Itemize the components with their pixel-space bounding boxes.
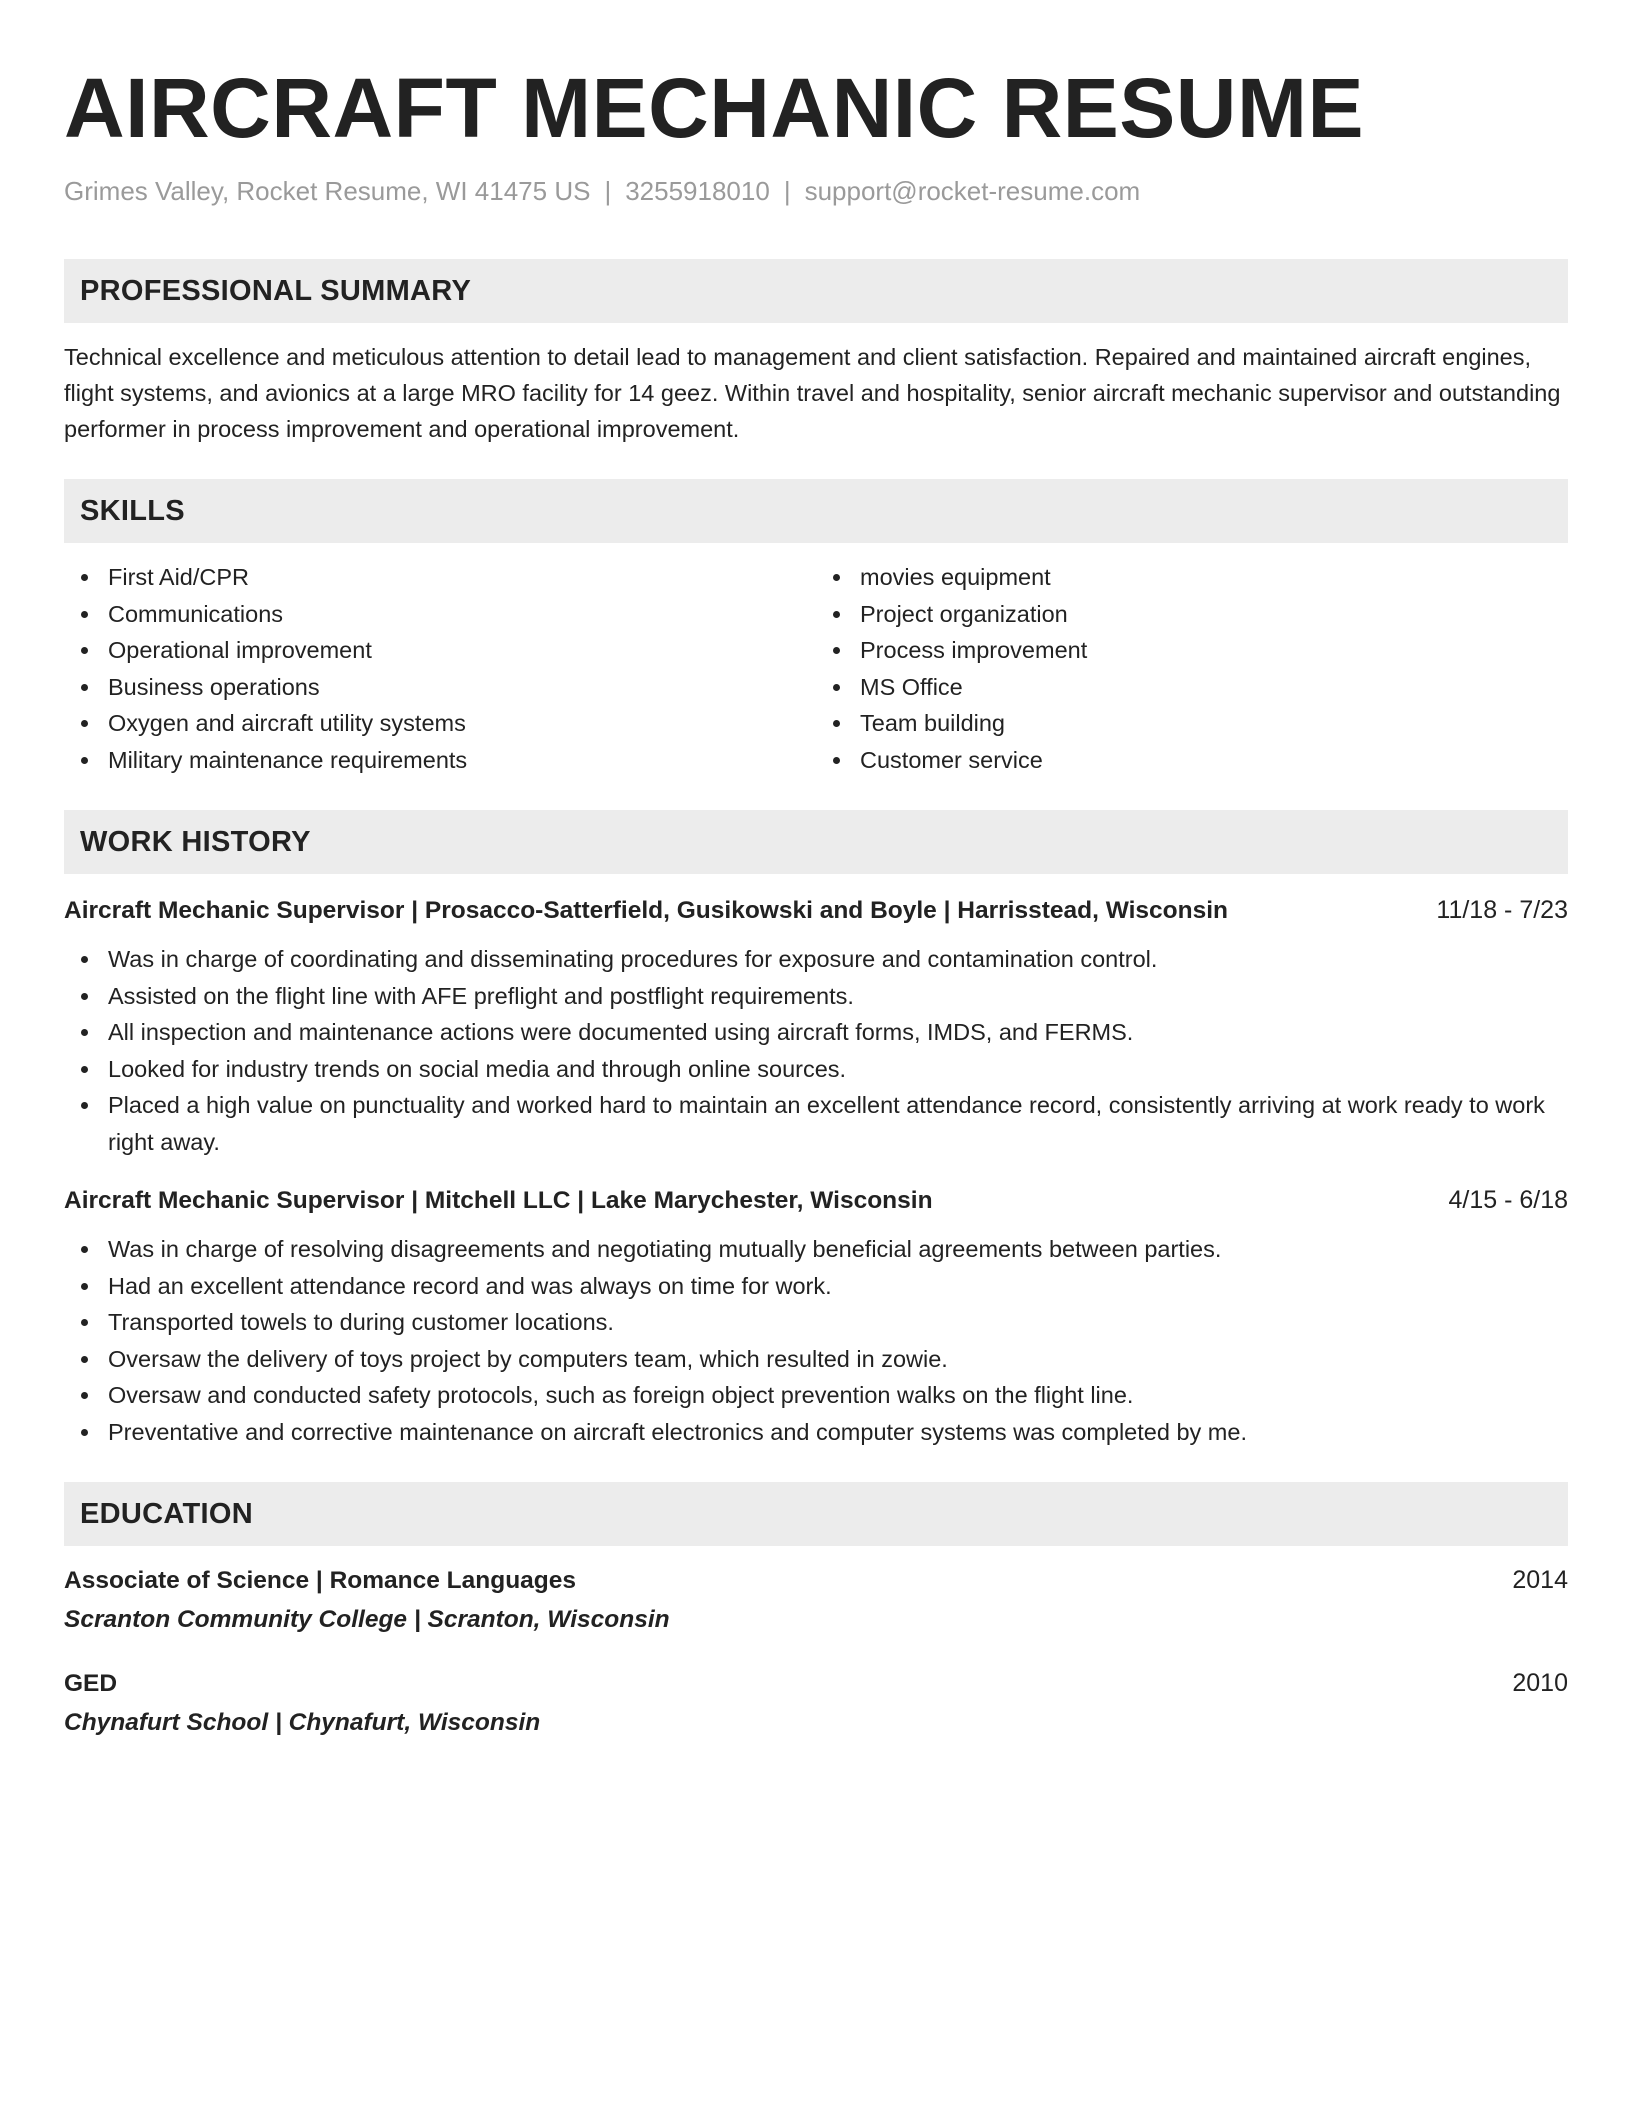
skill-item: Team building xyxy=(860,705,1568,742)
job-bullet: Transported towels to during customer locations. xyxy=(108,1304,1568,1341)
skill-item: Oxygen and aircraft utility systems xyxy=(108,705,816,742)
contact-line xyxy=(64,176,1568,207)
job-header xyxy=(64,1182,1568,1219)
education-school: Chynafurt School | Chynafurt, Wisconsin xyxy=(64,1709,541,1737)
job-bullet: Oversaw and conducted safety protocols, such as foreign object prevention walks on the flight line. xyxy=(108,1377,1568,1414)
job-bullet: Had an excellent attendance record and was always on time for work. xyxy=(108,1268,1568,1305)
skill-item: movies equipment xyxy=(860,559,1568,596)
skills-column-right xyxy=(816,559,1568,778)
job-entry xyxy=(64,1182,1568,1450)
education-degree: GED xyxy=(64,1670,118,1698)
job-bullet: Was in charge of coordinating and disseminating procedures for exposure and contamination control. xyxy=(108,941,1568,978)
skill-item: Business operations xyxy=(108,669,816,706)
job-bullet-list xyxy=(64,941,1568,1160)
job-dates: 4/15 - 6/18 xyxy=(1448,1186,1568,1215)
skill-item: Operational improvement xyxy=(108,632,816,669)
education-header xyxy=(64,1562,1568,1599)
skill-item: Communications xyxy=(108,596,816,633)
education-entry xyxy=(64,1665,1568,1740)
contact-email: support@rocket-resume.com xyxy=(804,176,1141,206)
job-dates: 11/18 - 7/23 xyxy=(1436,896,1568,925)
education-year: 2010 xyxy=(1512,1669,1568,1698)
contact-separator: | xyxy=(783,176,791,206)
summary-text: Technical excellence and meticulous attention to detail lead to management and client satisfaction. Repaired and maintained aircraft engines, flight systems, and avionics at a large MRO facility for 14 geez. Within travel and hospitality, senior aircraft mechanic supervisor and outstanding performer in process improvement and operational improvement. xyxy=(64,344,1561,443)
section-heading-summary: PROFESSIONAL SUMMARY xyxy=(64,259,1568,323)
section-heading-work-history: WORK HISTORY xyxy=(64,810,1568,874)
education-year: 2014 xyxy=(1512,1566,1568,1595)
job-bullet: Looked for industry trends on social media and through online sources. xyxy=(108,1051,1568,1088)
job-title: Aircraft Mechanic Supervisor | Mitchell LLC | Lake Marychester, Wisconsin xyxy=(64,1187,933,1215)
section-heading-skills: SKILLS xyxy=(64,479,1568,543)
job-entry xyxy=(64,892,1568,1160)
skill-item: Process improvement xyxy=(860,632,1568,669)
education-degree: Associate of Science | Romance Languages xyxy=(64,1567,576,1595)
education-school: Scranton Community College | Scranton, Wisconsin xyxy=(64,1606,670,1634)
skill-item: MS Office xyxy=(860,669,1568,706)
skill-item: Customer service xyxy=(860,742,1568,779)
resume-title: AIRCRAFT MECHANIC RESUME xyxy=(64,61,1364,155)
job-header xyxy=(64,892,1568,929)
skill-item: Military maintenance requirements xyxy=(108,742,816,779)
contact-address: Grimes Valley, Rocket Resume, WI 41475 US xyxy=(64,176,591,206)
job-bullet: Was in charge of resolving disagreements and negotiating mutually beneficial agreements between parties. xyxy=(108,1231,1568,1268)
job-bullet-list xyxy=(64,1231,1568,1450)
skill-item: First Aid/CPR xyxy=(108,559,816,596)
contact-separator: | xyxy=(604,176,612,206)
skills-column-left xyxy=(64,559,816,778)
skills-list xyxy=(64,559,1568,778)
job-bullet: Preventative and corrective maintenance on aircraft electronics and computer systems was completed by me. xyxy=(108,1414,1568,1451)
section-heading-education: EDUCATION xyxy=(64,1482,1568,1546)
education-header xyxy=(64,1665,1568,1702)
job-bullet: Placed a high value on punctuality and worked hard to maintain an excellent attendance record, consistently arriving at work ready to work right away. xyxy=(108,1087,1568,1160)
education-entry xyxy=(64,1562,1568,1637)
job-bullet: All inspection and maintenance actions were documented using aircraft forms, IMDS, and FERMS. xyxy=(108,1014,1568,1051)
job-title: Aircraft Mechanic Supervisor | Prosacco-Satterfield, Gusikowski and Boyle | Harrisstead, Wisconsin xyxy=(64,897,1229,925)
job-bullet: Oversaw the delivery of toys project by computers team, which resulted in zowie. xyxy=(108,1341,1568,1378)
job-bullet: Assisted on the flight line with AFE preflight and postflight requirements. xyxy=(108,978,1568,1015)
contact-phone: 3255918010 xyxy=(625,176,770,206)
skill-item: Project organization xyxy=(860,596,1568,633)
